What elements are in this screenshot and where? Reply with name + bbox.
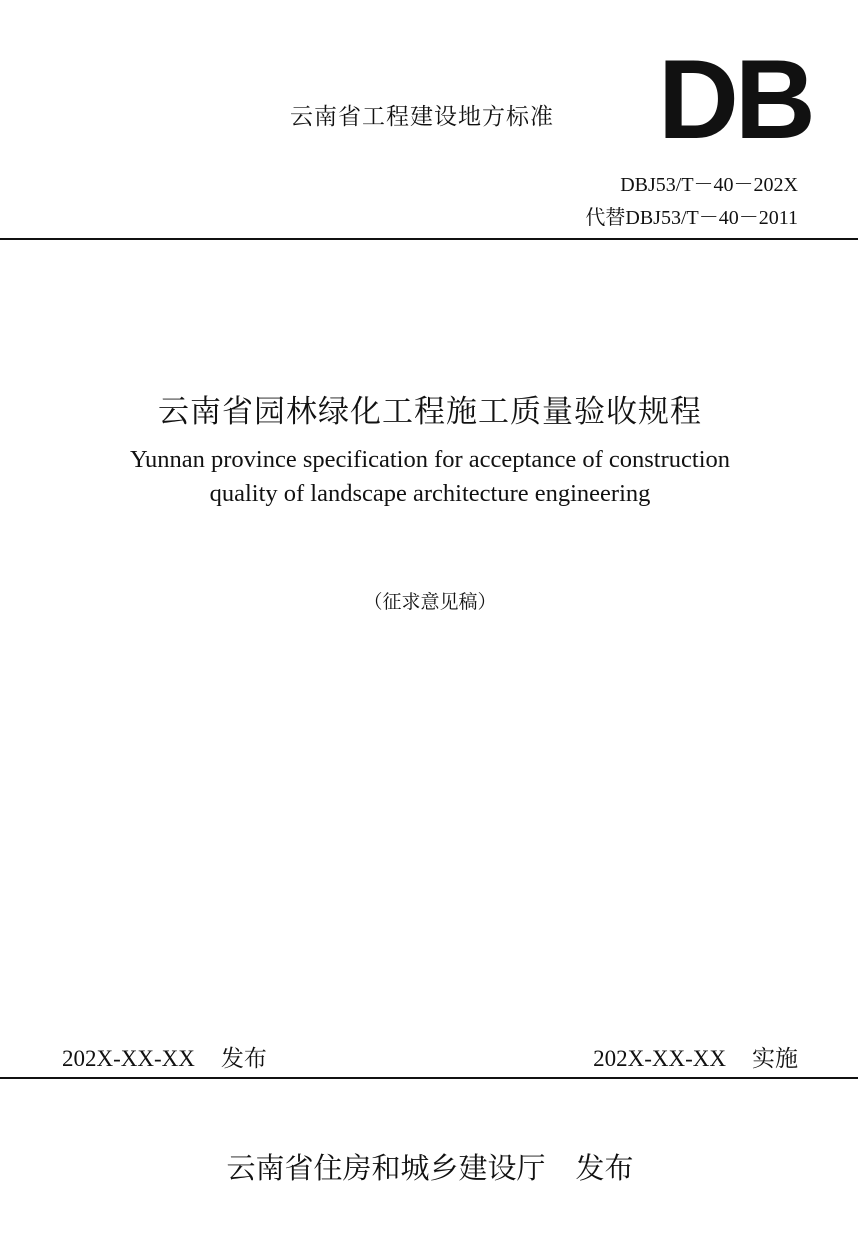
document-title-english-line2: quality of landscape architecture engineering: [209, 480, 651, 507]
replaces-standard: 代替DBJ53/T－40－2011: [585, 207, 798, 229]
db-logo: DB: [658, 37, 812, 162]
issue-date: 202X-XX-XX: [62, 1046, 195, 1071]
standard-number: DBJ53/T－40－202X: [620, 174, 798, 196]
bottom-divider: [0, 1077, 858, 1079]
standard-category: 云南省工程建设地方标准: [290, 104, 554, 130]
issuing-authority: [0, 1146, 860, 1187]
effective-label: 实施: [752, 1046, 798, 1072]
issuer-action: 发布: [575, 1151, 634, 1185]
document-title-chinese: 云南省园林绿化工程施工质量验收规程: [158, 394, 702, 430]
effective-date-line: [593, 1040, 798, 1073]
draft-label: （征求意见稿）: [363, 591, 497, 613]
issuer-name: 云南省住房和城乡建设厅: [226, 1151, 546, 1185]
issue-label: 发布: [220, 1046, 267, 1072]
issue-date-line: [62, 1040, 267, 1073]
effective-date: 202X-XX-XX: [593, 1046, 726, 1071]
top-divider: [0, 238, 858, 240]
document-title-english-line1: Yunnan province specification for acceptance of construction: [130, 446, 730, 473]
